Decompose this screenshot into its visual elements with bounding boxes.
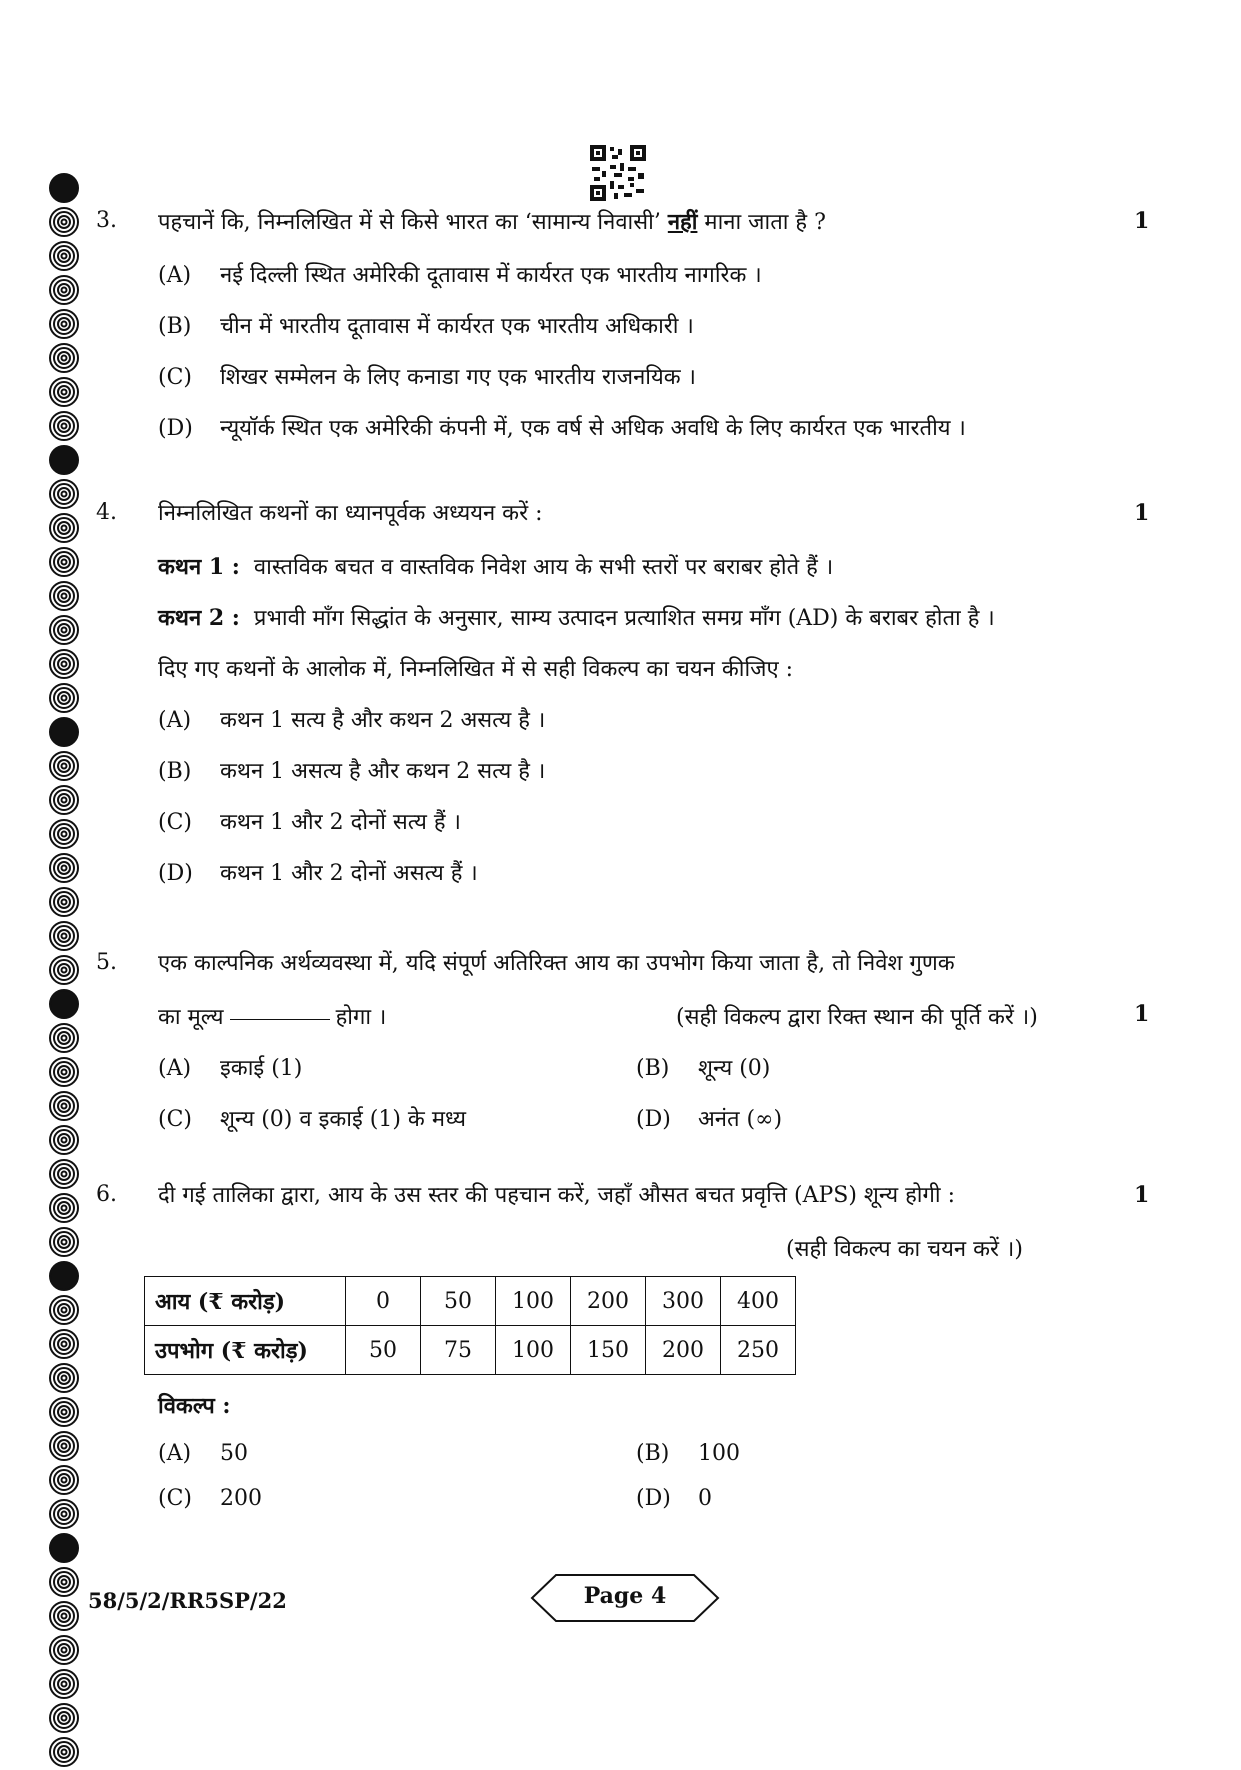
question-marks: 1	[1134, 1001, 1150, 1027]
option-d: (D) अनंत (∞)	[636, 1107, 783, 1132]
row-header: आय (₹ करोड़)	[145, 1277, 346, 1326]
margin-ring-icon	[48, 1464, 80, 1496]
option-d: (D) न्यूयॉर्क स्थित एक अमेरिकी कंपनी में, एक वर्ष से अधिक अवधि के लिए कार्यरत एक भारतीय ।	[158, 416, 966, 441]
margin-ring-icon	[48, 1634, 80, 1666]
margin-ring-icon	[48, 240, 80, 272]
margin-ring-icon	[48, 1328, 80, 1360]
question-number: 4.	[96, 500, 117, 525]
margin-ring-icon	[48, 172, 80, 204]
margin-ring-icon	[48, 682, 80, 714]
options-heading: विकल्प :	[158, 1393, 231, 1419]
margin-ring-icon	[48, 1294, 80, 1326]
margin-ring-icon	[48, 784, 80, 816]
table-cell: 400	[721, 1277, 796, 1326]
margin-ring-icon	[48, 716, 80, 748]
margin-ring-icon	[48, 274, 80, 306]
table-cell: 100	[496, 1277, 571, 1326]
margin-ring-icon	[48, 1430, 80, 1462]
question-number: 3.	[96, 208, 117, 233]
question-text: दी गई तालिका द्वारा, आय के उस स्तर की पहचान करें, जहाँ औसत बचत प्रवृत्ति (APS) शून्य होगी :	[158, 1183, 955, 1208]
margin-ring-icon	[48, 988, 80, 1020]
question-text: निम्नलिखित कथनों का ध्यानपूर्वक अध्ययन करें :	[158, 501, 543, 526]
qr-code	[590, 145, 646, 201]
margin-ring-icon	[48, 206, 80, 238]
table-cell: 75	[421, 1326, 496, 1375]
margin-ring-icon	[48, 1396, 80, 1428]
table-cell: 250	[721, 1326, 796, 1375]
instruction: दिए गए कथनों के आलोक में, निम्नलिखित में से सही विकल्प का चयन कीजिए :	[158, 657, 794, 682]
question-marks: 1	[1134, 208, 1150, 234]
margin-ring-icon	[48, 376, 80, 408]
question-hint: (सही विकल्प का चयन करें ।)	[786, 1237, 1023, 1262]
margin-ring-icon	[48, 750, 80, 782]
statement-2: कथन 2 : प्रभावी माँग सिद्धांत के अनुसार, साम्य उत्पादन प्रत्याशित समग्र माँग (AD) के बराबर होता है ।	[158, 605, 995, 631]
option-a: (A) कथन 1 सत्य है और कथन 2 असत्य है ।	[158, 708, 546, 733]
question-text-line1: एक काल्पनिक अर्थव्यवस्था में, यदि संपूर्ण अतिरिक्त आय का उपभोग किया जाता है, तो निवेश गुणक	[158, 951, 955, 976]
option-c: (C) शून्य (0) व इकाई (1) के मध्य	[158, 1107, 467, 1132]
option-b: (B) शून्य (0)	[636, 1056, 771, 1081]
margin-ring-icon	[48, 614, 80, 646]
margin-ring-icon	[48, 648, 80, 680]
margin-ring-icon	[48, 886, 80, 918]
margin-ring-icon	[48, 410, 80, 442]
margin-ring-icon	[48, 954, 80, 986]
margin-ring-icon	[48, 1600, 80, 1632]
option-c: (C) शिखर सम्मेलन के लिए कनाडा गए एक भारतीय राजनयिक ।	[158, 365, 696, 390]
table-cell: 200	[571, 1277, 646, 1326]
margin-ring-icon	[48, 852, 80, 884]
margin-ring-icon	[48, 1192, 80, 1224]
question-text: पहचानें कि, निम्नलिखित में से किसे भारत का ‘सामान्य निवासी’ नहीं माना जाता है ?	[158, 209, 826, 235]
question-text-line2: का मूल्य होगा ।	[158, 1005, 387, 1030]
margin-ring-icon	[48, 1090, 80, 1122]
margin-ring-icon	[48, 1362, 80, 1394]
margin-ring-icon	[48, 342, 80, 374]
question-marks: 1	[1134, 500, 1150, 526]
margin-ring-icon	[48, 1532, 80, 1564]
table-cell: 300	[646, 1277, 721, 1326]
margin-ring-icon	[48, 818, 80, 850]
option-a: (A) नई दिल्ली स्थित अमेरिकी दूतावास में कार्यरत एक भारतीय नागरिक ।	[158, 263, 762, 288]
margin-ring-icon	[48, 580, 80, 612]
option-b: (B) कथन 1 असत्य है और कथन 2 सत्य है ।	[158, 759, 546, 784]
statement-1: कथन 1 : वास्तविक बचत व वास्तविक निवेश आय के सभी स्तरों पर बराबर होते हैं ।	[158, 554, 834, 580]
option-d: (D) 0	[636, 1486, 712, 1511]
paper-code: 58/5/2/RR5SP/22	[88, 1588, 287, 1613]
question-number: 5.	[96, 950, 117, 975]
margin-ring-icon	[48, 512, 80, 544]
option-c: (C) कथन 1 और 2 दोनों सत्य हैं ।	[158, 810, 461, 835]
margin-ring-icon	[48, 546, 80, 578]
margin-ring-icon	[48, 1566, 80, 1598]
option-a: (A) 50	[158, 1441, 248, 1466]
option-b: (B) चीन में भारतीय दूतावास में कार्यरत एक भारतीय अधिकारी ।	[158, 314, 694, 339]
table-cell: 200	[646, 1326, 721, 1375]
margin-ring-icon	[48, 1498, 80, 1530]
question-hint: (सही विकल्प द्वारा रिक्त स्थान की पूर्ति करें ।)	[676, 1005, 1038, 1030]
table-cell: 50	[421, 1277, 496, 1326]
margin-ring-icon	[48, 478, 80, 510]
question-marks: 1	[1134, 1182, 1150, 1208]
margin-ring-icon	[48, 1056, 80, 1088]
option-b: (B) 100	[636, 1441, 740, 1466]
margin-ring-icon	[48, 1260, 80, 1292]
margin-ring-icon	[48, 1158, 80, 1190]
option-c: (C) 200	[158, 1486, 262, 1511]
table-cell: 150	[571, 1326, 646, 1375]
margin-ring-icon	[48, 1702, 80, 1734]
table-cell: 100	[496, 1326, 571, 1375]
row-header: उपभोग (₹ करोड़)	[145, 1326, 346, 1375]
question-number: 6.	[96, 1182, 117, 1207]
table-row	[145, 1326, 796, 1375]
option-a: (A) इकाई (1)	[158, 1056, 303, 1081]
table-cell: 50	[346, 1326, 421, 1375]
table-row	[145, 1277, 796, 1326]
margin-ring-icon	[48, 308, 80, 340]
margin-ring-icon	[48, 920, 80, 952]
page-number: Page 4	[583, 1583, 667, 1609]
margin-ring-icon	[48, 1022, 80, 1054]
income-consumption-table	[144, 1276, 796, 1375]
margin-ring-icon	[48, 444, 80, 476]
margin-ring-icon	[48, 1226, 80, 1258]
table-cell: 0	[346, 1277, 421, 1326]
fill-blank	[230, 1019, 330, 1020]
emphasis-word: नहीं	[667, 209, 698, 235]
margin-ring-icon	[48, 1124, 80, 1156]
margin-ring-icon	[48, 1736, 80, 1768]
margin-ring-icon	[48, 1668, 80, 1700]
margin-ring-markers	[48, 172, 84, 1770]
option-d: (D) कथन 1 और 2 दोनों असत्य हैं ।	[158, 861, 478, 886]
